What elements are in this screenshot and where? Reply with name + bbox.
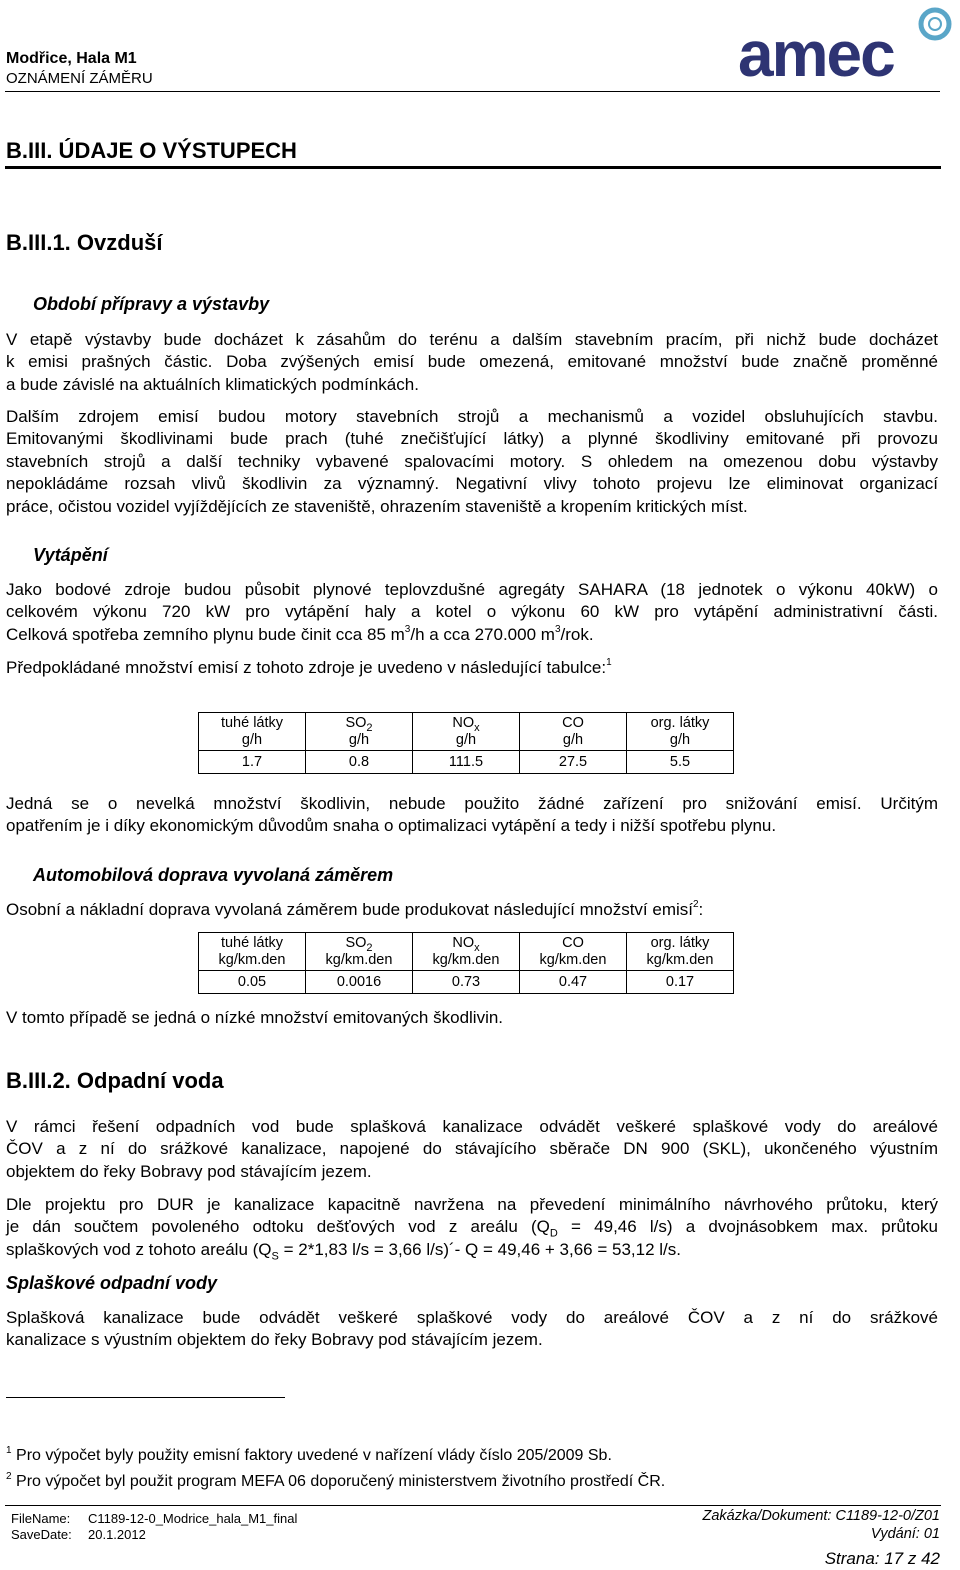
table-header-cell: $SO_2$ g/h	[306, 713, 413, 751]
table-header-row	[199, 933, 734, 971]
table-header-cell: $SO_2$ kg/km.den	[306, 933, 413, 971]
table-cell: 0.73	[413, 971, 520, 994]
footer-filename-label: FileName:	[11, 1511, 71, 1526]
section-title: B.III. ÚDAJE O VÝSTUPECH	[6, 138, 297, 163]
footer-savedate: 20.1.2012	[88, 1527, 146, 1542]
table-cell: 27.5	[520, 751, 627, 774]
traffic-heading: Automobilová doprava vyvolaná záměrem	[33, 865, 394, 885]
section-rule	[5, 166, 941, 169]
footnote-ref-1: 1	[606, 657, 612, 669]
sewage-paragraph: Splašková kanalizace bude odvádět veškeré splaškové vody do areálové ČOV a z ní do srážkové kanalizace s výustním objektem do řeky Bobravy pod stávajícím jezem.	[6, 1308, 938, 1350]
footnote-2: $^2$ Pro výpočet byl použit program MEFA 06 doporučený ministerstvem životního prostředí ČR.	[6, 1470, 666, 1490]
subsection-air-title: B.III.1. Ovzduší	[6, 230, 163, 255]
footer-page-number: Strana: 17 z 42	[824, 1549, 940, 1568]
footer-filename: C1189-12-0_Modrice_hala_M1_final	[88, 1511, 298, 1526]
table-cell: 0.05	[199, 971, 306, 994]
amec-logo	[738, 4, 958, 89]
table-cell: 0.8	[306, 751, 413, 774]
table-header-cell: org. látky g/h	[627, 713, 734, 751]
footnote-rule	[6, 1397, 285, 1398]
table-cell: 0.17	[627, 971, 734, 994]
footnote-ref-2: 2	[692, 899, 699, 911]
table-cell: 0.47	[520, 971, 627, 994]
water-paragraph-2: Dle projektu pro DUR je kanalizace kapacitně navržena na převedení minimálního návrhového průtoku, který je dán součtem povoleného odtoku dešťových vod z areálu ($Q_D = 49,46$ l/s) a dvojnásobkem max. průtoku splaškových vod z tohoto areálu ($Q_S = 2*1,83$ l/s = 3,66 l/s)´- Q = 49,46 + 3,66 = 53,12 l/s.	[6, 1195, 938, 1263]
footer-order: Zakázka/Dokument: C1189-12-0/Z01	[702, 1508, 940, 1524]
table-header-cell: tuhé látky kg/km.den	[199, 933, 306, 971]
table-header-cell: tuhé látky g/h	[199, 713, 306, 751]
document-title: Modřice, Hala M1	[6, 50, 137, 67]
heating-emissions-table	[198, 712, 734, 774]
construction-paragraph-2: Dalším zdrojem emisí budou motory stavebních strojů a mechanismů a vozidel obsluhujících stavbu. Emitovanými škodlivinami bude prach (tuhé znečišťující látky) a plynné škodliviny emitované při provozu stavebních strojů a další techniky vybavené spalovacími motory. S ohledem na omezenou dobu výstavby nepokládáme rozsah vlivů škodlivin za významný. Negativní vlivy tohoto projevu lze eliminovat organizací práce, očistou vozidel vyjíždějících ze staveniště, ohrazením staveniště a kropením kritických míst.	[6, 407, 938, 516]
construction-heading: Období přípravy a výstavby	[33, 294, 270, 314]
traffic-intro: Osobní a nákladní doprava vyvolaná záměrem bude produkovat následující množství emisí$^2$:	[6, 899, 704, 919]
footer-issue: Vydání: 01	[870, 1526, 940, 1542]
logo-wordmark: amec	[738, 18, 894, 84]
water-paragraph-1: V rámci řešení odpadních vod bude splašková kanalizace odvádět veškeré splaškové vody do areálové ČOV a z ní do srážkové kanalizace, napojené do stávajícího sběrače DN 900 (SKL), ukončeného výustním objektem do řeky Bobravy pod stávajícím jezem.	[6, 1117, 938, 1181]
table-header-cell: $NO_x$ kg/km.den	[413, 933, 520, 971]
table-header-cell: CO g/h	[520, 713, 627, 751]
header-rule	[5, 91, 940, 92]
table-header-cell: $NO_x$ g/h	[413, 713, 520, 751]
document-subtitle: OZNÁMENÍ ZÁMĚRU	[6, 70, 153, 87]
footnote-1: $^1$ Pro výpočet byly použity emisní faktory uvedené v nařízení vlády číslo 205/2009 Sb.	[6, 1444, 612, 1464]
table-header-cell: CO kg/km.den	[520, 933, 627, 971]
footer-savedate-label: SaveDate:	[11, 1527, 72, 1542]
table-header-cell: org. látky kg/km.den	[627, 933, 734, 971]
traffic-conclusion: V tomto případě se jedná o nízké množství emitovaných škodlivin.	[6, 1008, 504, 1027]
table-row	[199, 971, 734, 994]
heating-heading: Vytápění	[33, 545, 108, 565]
table-cell: 111.5	[413, 751, 520, 774]
emission-intro: Předpokládané množství emisí z tohoto zdroje je uvedeno v následující tabulce:$^1$	[6, 657, 612, 677]
table-cell: 1.7	[199, 751, 306, 774]
table-cell: 0.0016	[306, 971, 413, 994]
table-row	[199, 751, 734, 774]
construction-paragraph-1: V etapě výstavby bude docházet k zásahům do terénu a dalším stavebním pracím, při nichž bude docházet k emisi prašných částic. Doba zvýšených emisí bude omezená, emitované množství bude značně proměnné a bude závislé na aktuálních klimatických podmínkách.	[6, 330, 938, 394]
heating-conclusion: Jedná se o nevelká množství škodlivin, nebude použito žádné zařízení pro snižování emisí. Určitým opatřením je i díky ekonomickým důvodům snaha o optimalizaci vytápění a tedy i nižší spotřebu plynu.	[6, 794, 938, 836]
table-header-row	[199, 713, 734, 751]
heating-paragraph: Jako bodové zdroje budou působit plynové teplovzdušné agregáty SAHARA (18 jednotek o výkonu 40kW) o celkovém výkonu 720 kW pro vytápění haly a kotel o výkonu 60 kW pro vytápění administrativní části. Celková spotřeba zemního plynu bude činit cca 85 $m^3/h$ a cca 270.000 $m^3$/rok.	[6, 580, 938, 644]
table-cell: 5.5	[627, 751, 734, 774]
subsection-water-title: B.III.2. Odpadní voda	[6, 1068, 224, 1093]
footer-rule	[5, 1505, 941, 1506]
traffic-emissions-table	[198, 932, 734, 994]
sewage-heading: Splaškové odpadní vody	[6, 1273, 218, 1293]
